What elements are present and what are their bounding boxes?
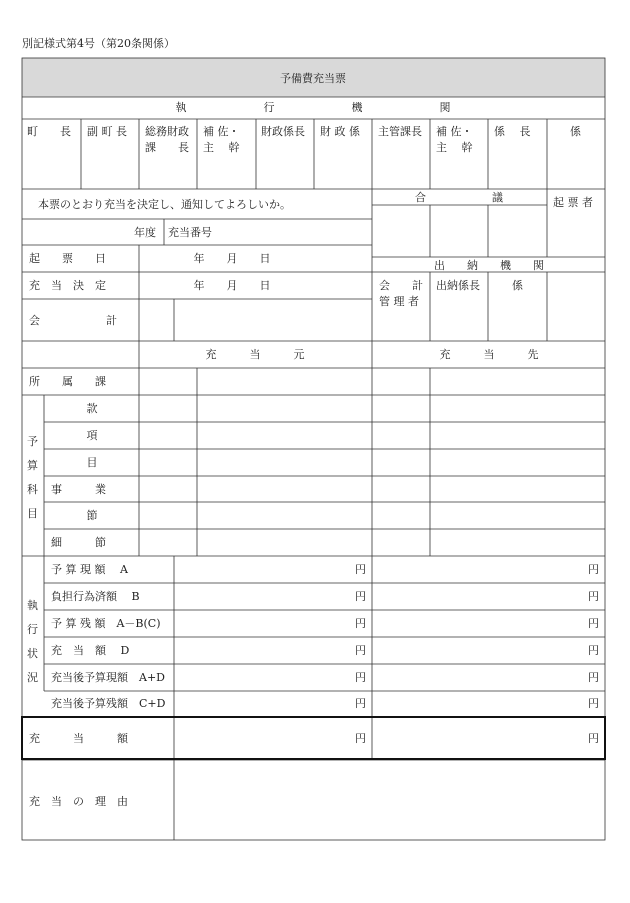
yen-source-4: 円 <box>355 644 366 657</box>
yen-dest-2: 円 <box>588 590 599 603</box>
yen-source-6: 円 <box>355 697 366 710</box>
consultation-label: 合 議 <box>415 191 503 204</box>
budget-item-sub-setsu: 細 節 <box>51 536 106 549</box>
status-current-budget: 予 算 現 額 A <box>51 563 128 576</box>
official-section-staff: 係 <box>570 125 581 138</box>
official-assistant: 補 佐・ <box>203 125 240 138</box>
yen-dest-5: 円 <box>588 671 599 684</box>
official-finance-staff: 財 政 係 <box>320 125 360 138</box>
appropriation-number-label: 充当番号 <box>168 226 212 239</box>
budget-item-setsu: 節 <box>86 509 98 522</box>
reason-label: 充 当 の 理 由 <box>29 795 128 808</box>
drafter-label: 起 票 者 <box>553 196 593 209</box>
budget-item-project: 事 業 <box>51 483 106 496</box>
yen-source-2: 円 <box>355 590 366 603</box>
yen-dest-6: 円 <box>588 697 599 710</box>
department-label: 所 属 課 <box>29 375 106 388</box>
status-remaining: 予 算 残 額 A－B(C) <box>51 617 161 630</box>
form-title: 予備費充当票 <box>280 72 346 85</box>
yen-dest-amount: 円 <box>588 732 599 745</box>
accounting-label: 会 計 <box>29 314 117 327</box>
year-label: 年度 <box>134 226 156 239</box>
decision-date-label: 充 当 決 定 <box>29 279 106 292</box>
yen-dest-4: 円 <box>588 644 599 657</box>
status-committed: 負担行為済額 B <box>51 590 140 603</box>
drafted-date-value: 年 月 日 <box>193 252 271 265</box>
cashier-org-label: 出 納 機 関 <box>434 259 544 272</box>
status-label: 執行状況 <box>27 599 38 684</box>
budget-item-kou: 項 <box>86 429 98 442</box>
official-finance-chief: 財政係長 <box>261 125 305 138</box>
cashier-chief-label: 出納係長 <box>436 279 480 292</box>
accounting-manager-label: 会 計 <box>379 279 423 292</box>
status-after-current: 充当後予算現額 A+D <box>51 671 165 684</box>
form-number: 別記様式第4号（第20条関係） <box>22 37 175 50</box>
official-dept-assistant-line2: 主 幹 <box>436 141 473 154</box>
approval-question: 本票のとおり充当を決定し、通知してよろしいか。 <box>38 198 291 211</box>
yen-source-5: 円 <box>355 671 366 684</box>
official-mayor: 町 長 <box>27 125 71 138</box>
official-general-affairs-chief: 総務財政 <box>145 125 189 138</box>
drafted-date-label: 起 票 日 <box>29 252 106 265</box>
cashier-staff-label: 係 <box>512 279 523 292</box>
official-section-chief: 係 長 <box>494 125 531 138</box>
budget-item-label: 予算科目 <box>27 435 38 520</box>
accounting-manager-label-line2: 管 理 者 <box>379 295 419 308</box>
official-deputy-mayor: 副 町 長 <box>87 125 127 138</box>
yen-source-amount: 円 <box>355 732 366 745</box>
official-dept-manager: 主管課長 <box>378 125 422 138</box>
yen-source-1: 円 <box>355 563 366 576</box>
official-assistant-line2: 主 幹 <box>203 141 240 154</box>
yen-dest-3: 円 <box>588 617 599 630</box>
budget-item-moku: 目 <box>86 456 98 469</box>
status-appropriation: 充 当 額 D <box>51 644 130 657</box>
execution-org-header: 執 行 機 関 <box>175 101 451 114</box>
source-header: 充 当 元 <box>205 348 305 361</box>
official-general-affairs-chief-line2: 課 長 <box>145 141 189 154</box>
official-dept-assistant: 補 佐・ <box>436 125 473 138</box>
budget-item-kan: 款 <box>86 402 98 415</box>
decision-date-value: 年 月 日 <box>193 279 271 292</box>
appropriation-amount-label: 充 当 額 <box>29 732 128 745</box>
yen-dest-1: 円 <box>588 563 599 576</box>
yen-source-3: 円 <box>355 617 366 630</box>
status-after-remaining: 充当後予算残額 C+D <box>51 697 166 710</box>
destination-header: 充 当 先 <box>439 348 539 361</box>
